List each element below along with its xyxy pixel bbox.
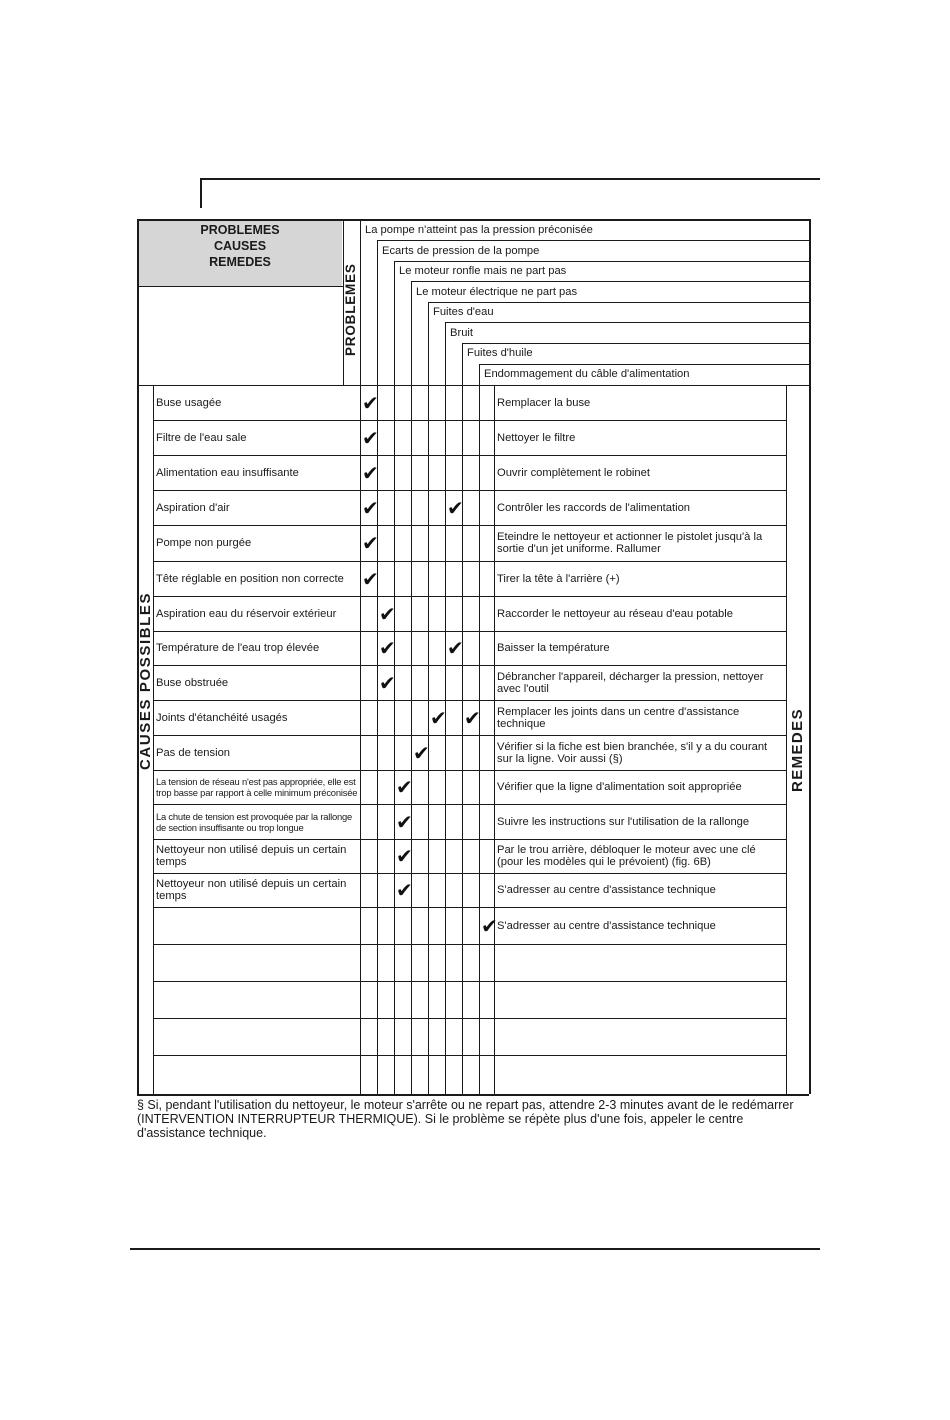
cause-cell xyxy=(156,907,359,944)
cause-cell: La chute de tension est provoquée par la rallonge de section insuffisante ou trop longue xyxy=(156,810,353,833)
check-mark: ✔ xyxy=(396,809,413,834)
check-mark: ✔ xyxy=(362,531,379,555)
problem-header-6: Bruit xyxy=(450,327,474,339)
check-mark: ✔ xyxy=(447,495,464,520)
problem-header-1: La pompe n'atteint pas la pression préconisée xyxy=(365,224,593,236)
cause-cell: Aspiration d'air xyxy=(156,501,230,514)
remedy-cell: Remplacer la buse xyxy=(497,396,591,409)
cause-cell: Filtre de l'eau sale xyxy=(156,431,247,444)
check-mark: ✔ xyxy=(379,601,396,626)
cause-cell xyxy=(156,1055,359,1092)
remedy-cell xyxy=(497,944,784,981)
remedy-cell: Eteindre le nettoyeur et actionner le pistolet jusqu'à la sortie d'un jet uniforme. Rallumer xyxy=(497,531,763,555)
remedy-cell: Baisser la température xyxy=(497,642,610,654)
cause-cell: Nettoyeur non utilisé depuis un certain temps xyxy=(156,878,347,902)
remedy-column-left xyxy=(494,385,495,1094)
problem-header-7: Fuites d'huile xyxy=(467,347,533,359)
title-problemes: PROBLEMES xyxy=(200,223,280,237)
title-remedes: REMEDES xyxy=(209,255,271,269)
problem-column-line-0 xyxy=(360,219,361,1094)
problem-header-line-5 xyxy=(445,322,809,323)
cause-cell: Pompe non purgée xyxy=(156,537,252,549)
title-block xyxy=(138,222,342,270)
remedy-cell: Par le trou arrière, débloquer le moteur avec une clé (pour les modèles qui le prévoient) (fig. 6B) xyxy=(497,844,756,868)
check-mark: ✔ xyxy=(481,913,498,938)
problemes-label-divider xyxy=(343,219,344,385)
remedy-cell: Tirer la tête à l'arrière (+) xyxy=(497,572,620,585)
problemes-side-label: PROBLEMES xyxy=(343,263,358,356)
problem-header-line-1 xyxy=(377,240,809,241)
cause-cell: Alimentation eau insuffisante xyxy=(156,466,299,479)
cause-cell: Tête réglable en position non correcte xyxy=(156,572,344,585)
remedy-cell xyxy=(497,1018,784,1055)
cause-cell: Pas de tension xyxy=(156,746,231,759)
check-mark: ✔ xyxy=(362,495,379,520)
cause-cell xyxy=(156,981,359,1018)
table-border-left xyxy=(137,219,139,1094)
remedy-cell: Raccorder le nettoyeur au réseau d'eau potable xyxy=(497,607,733,620)
check-mark: ✔ xyxy=(413,740,430,765)
problem-header-line-7 xyxy=(479,364,809,365)
problem-header-8: Endommagement du câble d'alimentation xyxy=(484,368,690,380)
remedy-cell: Vérifier si la fiche est bien branchée, s'il y a du courant sur la ligne. Voir aussi (§) xyxy=(497,740,768,765)
cause-cell: Aspiration eau du réservoir extérieur xyxy=(156,607,337,620)
check-mark: ✔ xyxy=(379,670,396,695)
remedy-cell: Nettoyer le filtre xyxy=(497,431,576,444)
table-border-right xyxy=(809,219,811,1094)
cause-cell: Buse usagée xyxy=(156,396,222,409)
cause-cell xyxy=(156,944,359,981)
title-causes: CAUSES xyxy=(213,239,267,253)
table-border-bottom xyxy=(137,1094,809,1096)
problem-column-line-1 xyxy=(377,240,378,1094)
remedy-cell: Débrancher l'appareil, décharger la pression, nettoyer avec l'outil xyxy=(497,670,764,695)
cause-cell: Température de l'eau trop élevée xyxy=(156,642,320,654)
check-mark: ✔ xyxy=(362,460,379,485)
check-mark: ✔ xyxy=(396,775,413,799)
bottom-rule xyxy=(130,1248,820,1250)
check-mark: ✔ xyxy=(396,878,413,902)
check-mark: ✔ xyxy=(396,844,413,868)
remedy-cell: S'adresser au centre d'assistance technique xyxy=(497,919,716,932)
remedy-cell: Vérifier que la ligne d'alimentation soit appropriée xyxy=(497,781,742,793)
table-border-top xyxy=(137,219,809,221)
check-mark: ✔ xyxy=(430,705,447,730)
check-mark: ✔ xyxy=(379,636,396,660)
problem-header-line-2 xyxy=(394,261,809,262)
check-mark: ✔ xyxy=(362,566,379,591)
problem-header-line-3 xyxy=(411,281,809,282)
problem-header-2: Ecarts de pression de la pompe xyxy=(382,245,540,257)
footnote: § Si, pendant l'utilisation du nettoyeur, le moteur s'arrête ou ne repart pas, attendre 2-3 minutes avant de le redémarrer (INTERVENTION INTERRUPTEUR THERMIQUE). Si le problème se répète plus d'une fois, appeler le centre d'assistance technique. xyxy=(137,1098,794,1140)
remedy-cell: Suivre les instructions sur l'utilisation de la rallonge xyxy=(497,815,750,828)
check-mark: ✔ xyxy=(447,636,464,660)
check-mark: ✔ xyxy=(464,705,481,730)
problem-header-line-6 xyxy=(462,343,809,344)
problem-column-line-3 xyxy=(411,281,412,1094)
cause-cell: Nettoyeur non utilisé depuis un certain temps xyxy=(156,844,347,868)
remedy-cell: Ouvrir complètement le robinet xyxy=(497,466,650,479)
check-mark: ✔ xyxy=(362,425,379,450)
problem-header-line-4 xyxy=(428,302,809,303)
remedy-cell: S'adresser au centre d'assistance technique xyxy=(497,884,716,896)
cause-cell: La tension de réseau n'est pas appropriée, elle est trop basse par rapport à celle minimum préconisée xyxy=(156,776,358,798)
remedy-cell: Contrôler les raccords de l'alimentation xyxy=(497,501,691,514)
problem-header-4: Le moteur électrique ne part pas xyxy=(416,286,578,298)
causes-side-label: CAUSES POSSIBLES xyxy=(137,591,154,770)
remedy-cell xyxy=(497,1055,784,1092)
title-block-divider xyxy=(137,286,343,287)
problem-header-3: Le moteur ronfle mais ne part pas xyxy=(399,265,567,277)
remedes-side-label: REMEDES xyxy=(789,708,806,792)
problem-header-5: Fuites d'eau xyxy=(433,306,494,318)
cause-cell xyxy=(156,1018,359,1055)
remedy-column-right xyxy=(786,385,787,1094)
remedy-cell: Remplacer les joints dans un centre d'assistance technique xyxy=(497,705,740,730)
check-mark: ✔ xyxy=(362,390,379,415)
cause-column-left xyxy=(153,385,154,1094)
remedy-cell xyxy=(497,981,784,1018)
cause-cell: Joints d'étanchéité usagés xyxy=(156,711,288,724)
cause-cell: Buse obstruée xyxy=(156,676,229,689)
